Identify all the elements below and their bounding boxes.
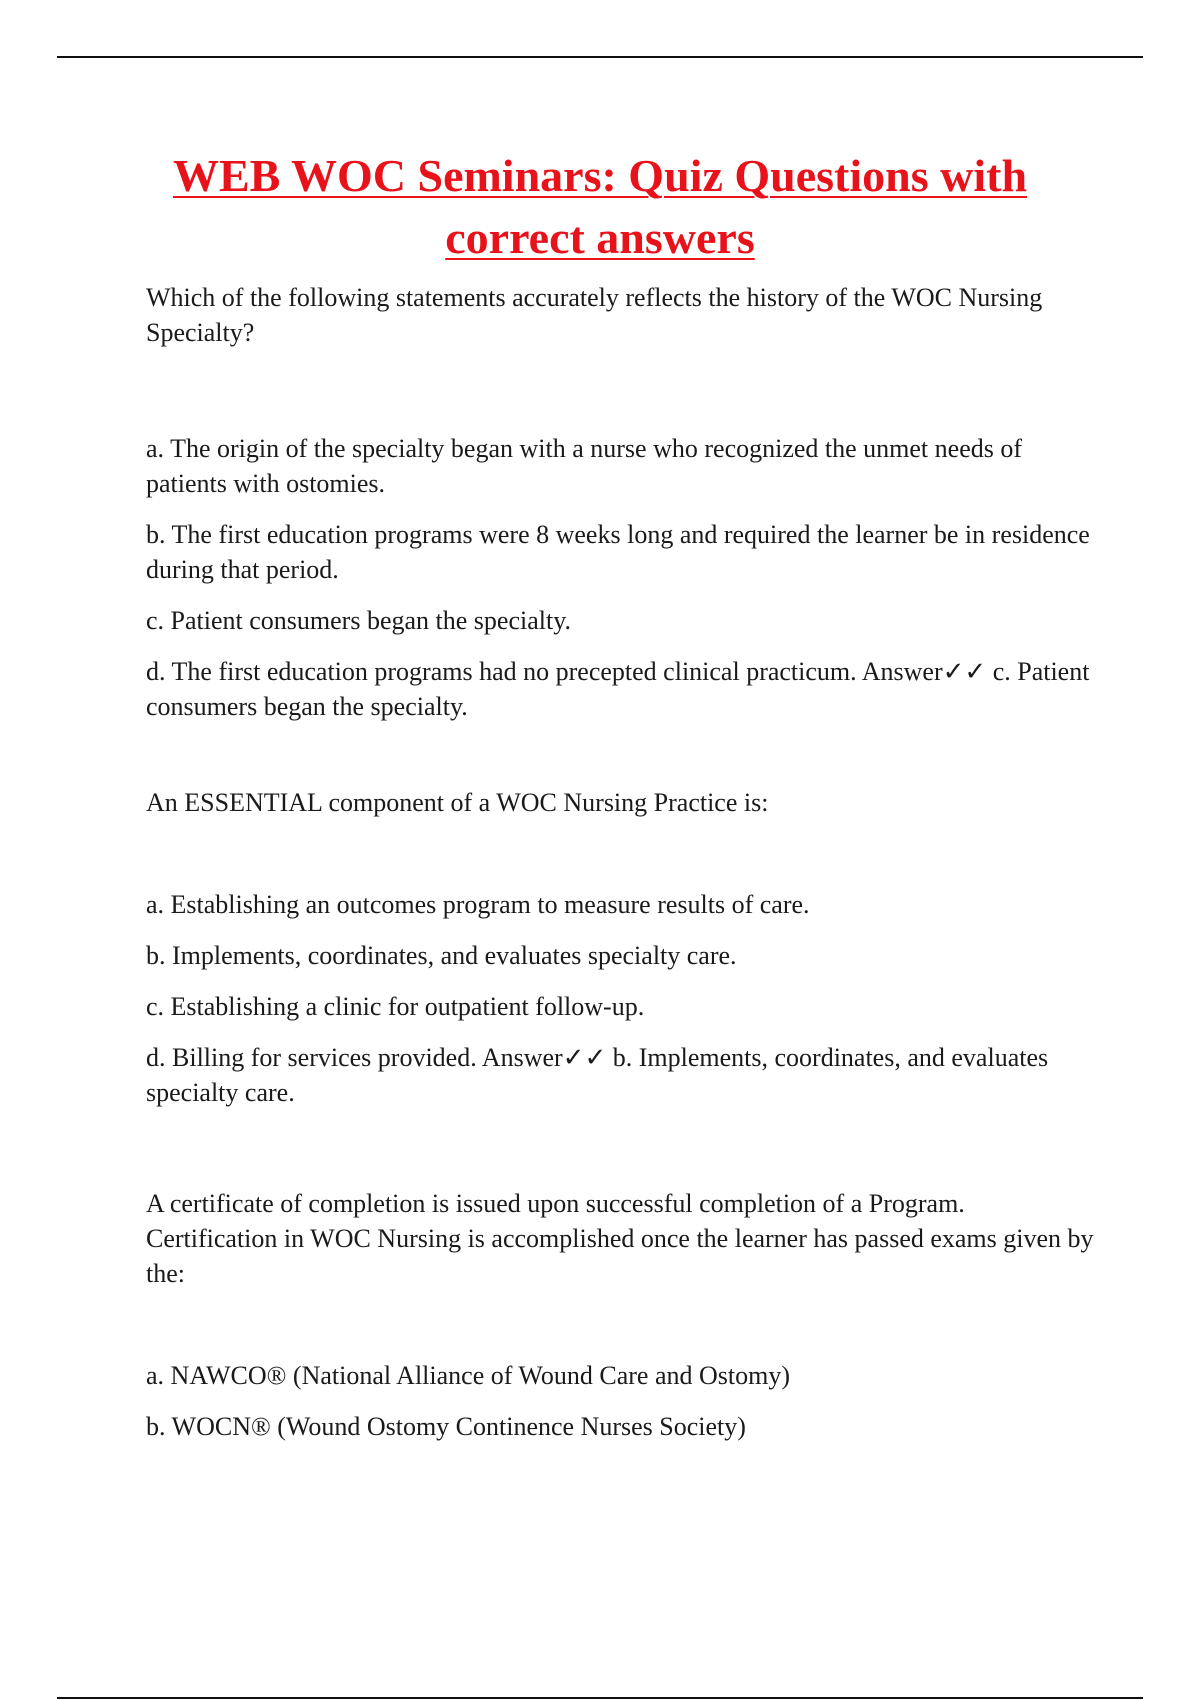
question-block	[146, 280, 1096, 785]
question-block	[146, 785, 1096, 1186]
correct-answer: c. Patient consumers began the specialty.	[146, 657, 1090, 721]
document-body	[146, 280, 1096, 1460]
option-d: d. The first education programs had no precepted clinical practicum.	[146, 657, 857, 686]
option-b: b. Implements, coordinates, and evaluates specialty care.	[146, 941, 737, 970]
option-b: b. WOCN® (Wound Ostomy Continence Nurses Society)	[146, 1412, 746, 1441]
question-text: Which of the following statements accurately reflects the history of the WOC Nursing Specialty?	[146, 283, 1043, 347]
option-a: a. The origin of the specialty began with a nurse who recognized the unmet needs of patients with ostomies.	[146, 434, 1023, 498]
option-a: a. NAWCO® (National Alliance of Wound Care and Ostomy)	[146, 1361, 791, 1390]
question-block	[146, 1186, 1096, 1444]
question-text: An ESSENTIAL component of a WOC Nursing Practice is:	[146, 788, 769, 817]
option-b: b. The first education programs were 8 weeks long and required the learner be in residence during that period.	[146, 520, 1090, 584]
correct-answer: b. Implements, coordinates, and evaluates specialty care.	[146, 1043, 1049, 1107]
option-c: c. Patient consumers began the specialty.	[146, 606, 572, 635]
top-rule	[57, 56, 1143, 58]
option-c: c. Establishing a clinic for outpatient follow-up.	[146, 992, 645, 1021]
option-d: d. Billing for services provided.	[146, 1043, 477, 1072]
answer-label: Answer✓✓	[861, 657, 987, 686]
document-title: WEB WOC Seminars: Quiz Questions with correct answers	[172, 150, 1028, 263]
bottom-rule	[57, 1697, 1143, 1699]
option-d-with-answer	[146, 1040, 1096, 1110]
answer-label: Answer✓✓	[481, 1043, 607, 1072]
option-d-with-answer	[146, 654, 1096, 724]
option-a: a. Establishing an outcomes program to measure results of care.	[146, 890, 810, 919]
question-text: A certificate of completion is issued upon successful completion of a Program. Certification in WOC Nursing is accomplished once the learner has passed exams given by the:	[146, 1189, 1094, 1288]
